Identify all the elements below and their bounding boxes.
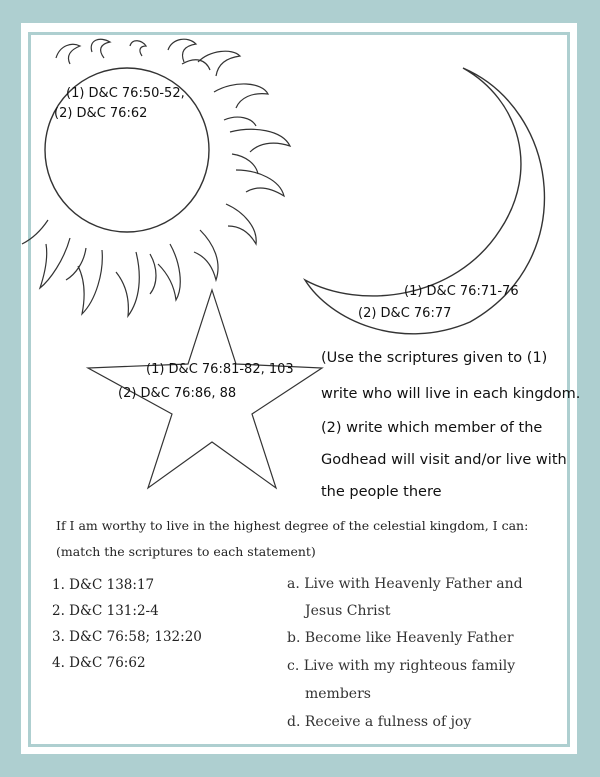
scripture-item-2: 2. D&C 131:2-4 [52, 603, 159, 619]
answer-b: b. Become like Heavenly Father [287, 630, 514, 646]
matching-subintro: (match the scriptures to each statement) [56, 544, 316, 559]
scripture-item-1: 1. D&C 138:17 [52, 577, 155, 593]
instruction-line-2: write who will live in each kingdom. [321, 386, 581, 402]
answer-c-line-2: members [305, 686, 371, 702]
instruction-line-1: (Use the scriptures given to (1) [321, 350, 548, 366]
scripture-item-4: 4. D&C 76:62 [52, 655, 146, 671]
matching-intro: If I am worthy to live in the highest degree of the celestial kingdom, I can: [56, 518, 529, 533]
answer-d: d. Receive a fulness of joy [287, 714, 472, 730]
instruction-line-3: (2) write which member of the [321, 420, 543, 436]
instruction-line-4: Godhead will visit and/or live with [321, 452, 567, 468]
scripture-item-3: 3. D&C 76:58; 132:20 [52, 629, 202, 645]
instruction-line-5: the people there [321, 484, 442, 500]
moon-ref-2: (2) D&C 76:77 [358, 306, 452, 321]
moon-ref-1: (1) D&C 76:71-76 [404, 284, 519, 299]
sun-ref-2: (2) D&C 76:62 [54, 106, 148, 121]
answer-a-line-2: Jesus Christ [305, 603, 391, 619]
star-ref-2: (2) D&C 76:86, 88 [118, 386, 237, 401]
sun-ref-1: (1) D&C 76:50-52, [66, 86, 185, 101]
answer-c-line-1: c. Live with my righteous family [287, 658, 516, 674]
answer-a-line-1: a. Live with Heavenly Father and [287, 576, 523, 592]
star-ref-1: (1) D&C 76:81-82, 103 [146, 362, 294, 377]
